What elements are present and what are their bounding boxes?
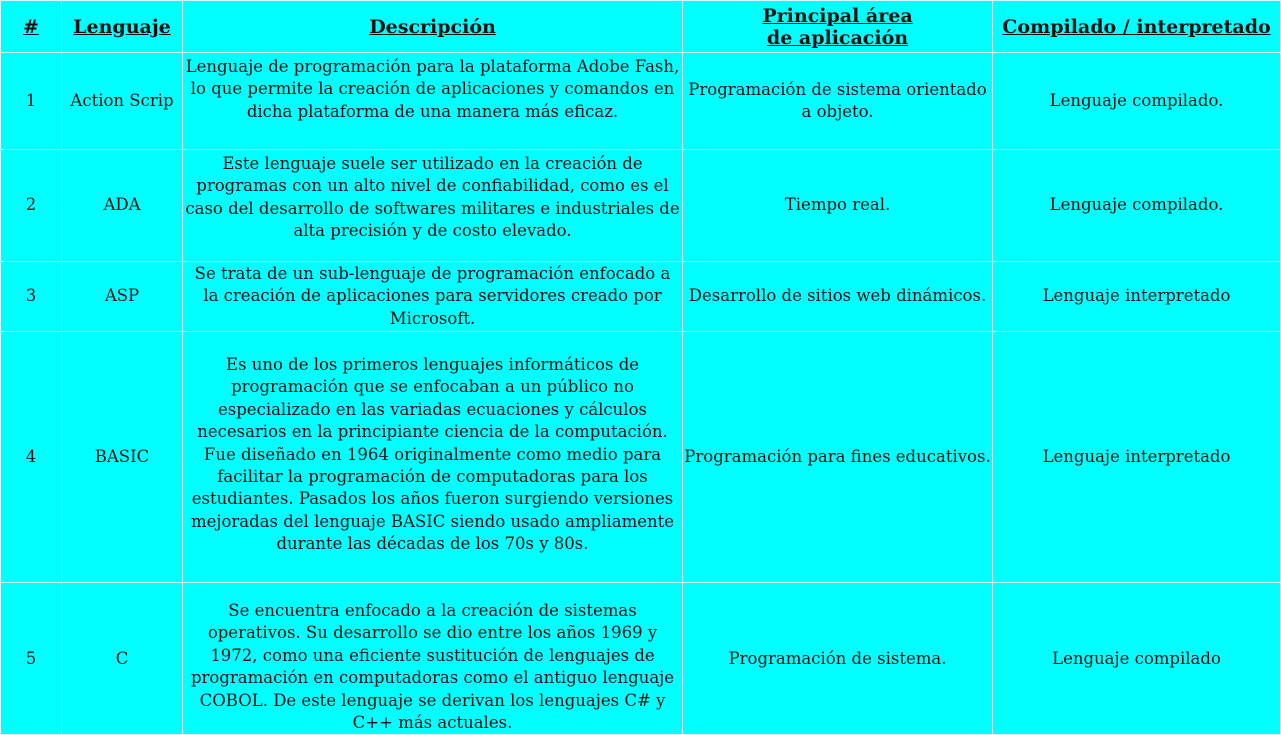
row-application-area: Tiempo real. xyxy=(683,150,993,262)
row-language: BASIC xyxy=(62,332,183,583)
table-row xyxy=(1,262,1281,332)
row-number: 1 xyxy=(1,53,62,150)
row-application-area: Programación para fines educativos. xyxy=(683,332,993,583)
row-language: ADA xyxy=(62,150,183,262)
header-row xyxy=(1,1,1281,53)
row-application-area: Desarrollo de sitios web dinámicos. xyxy=(683,262,993,332)
header-number: # xyxy=(1,1,62,53)
row-number: 5 xyxy=(1,583,62,735)
row-number: 4 xyxy=(1,332,62,583)
table-row xyxy=(1,583,1281,735)
row-type: Lenguaje compilado. xyxy=(993,150,1281,262)
row-description: Este lenguaje suele ser utilizado en la creación de programas con un alto nivel de confiabilidad, como es el caso del desarrollo de softwares militares e industriales de alta precisión y de costo elevado. xyxy=(183,150,683,262)
row-language: Action Scrip xyxy=(62,53,183,150)
row-number: 3 xyxy=(1,262,62,332)
row-description: Es uno de los primeros lenguajes informáticos de programación que se enfocaban a un público no especializado en las variadas ecuaciones y cálculos necesarios en la principiante ciencia de la computación. Fue diseñado en 1964 originalmente como medio para facilitar la programación de computadoras para los estudiantes. Pasados los años fueron surgiendo versiones mejoradas del lenguaje BASIC siendo usado ampliamente durante las décadas de los 70s y 80s. xyxy=(183,332,683,583)
header-application-area-line1: Principal área xyxy=(762,4,913,27)
table-row xyxy=(1,53,1281,150)
header-language: Lenguaje xyxy=(62,1,183,53)
header-description: Descripción xyxy=(183,1,683,53)
table-row xyxy=(1,332,1281,583)
row-description: Lenguaje de programación para la plataforma Adobe Fash, lo que permite la creación de aplicaciones y comandos en dicha plataforma de una manera más eficaz. xyxy=(183,53,683,150)
table-row xyxy=(1,150,1281,262)
row-language: ASP xyxy=(62,262,183,332)
row-language: C xyxy=(62,583,183,735)
row-number: 2 xyxy=(1,150,62,262)
row-description: Se encuentra enfocado a la creación de sistemas operativos. Su desarrollo se dio entre los años 1969 y 1972, como una eficiente sustitución de lenguajes de programación en computadoras como el antiguo lenguaje COBOL. De este lenguaje se derivan los lenguajes C# y C++ más actuales. xyxy=(183,583,683,735)
row-type: Lenguaje compilado xyxy=(993,583,1281,735)
row-type: Lenguaje interpretado xyxy=(993,262,1281,332)
header-application-area xyxy=(683,1,993,53)
row-application-area: Programación de sistema orientado a objeto. xyxy=(683,53,993,150)
row-type: Lenguaje interpretado xyxy=(993,332,1281,583)
header-application-area-line2: de aplicación xyxy=(766,26,909,49)
row-type: Lenguaje compilado. xyxy=(993,53,1281,150)
header-compiled-interpreted: Compilado / interpretado xyxy=(993,1,1281,53)
row-application-area: Programación de sistema. xyxy=(683,583,993,735)
row-description: Se trata de un sub-lenguaje de programación enfocado a la creación de aplicaciones para servidores creado por Microsoft. xyxy=(183,262,683,332)
